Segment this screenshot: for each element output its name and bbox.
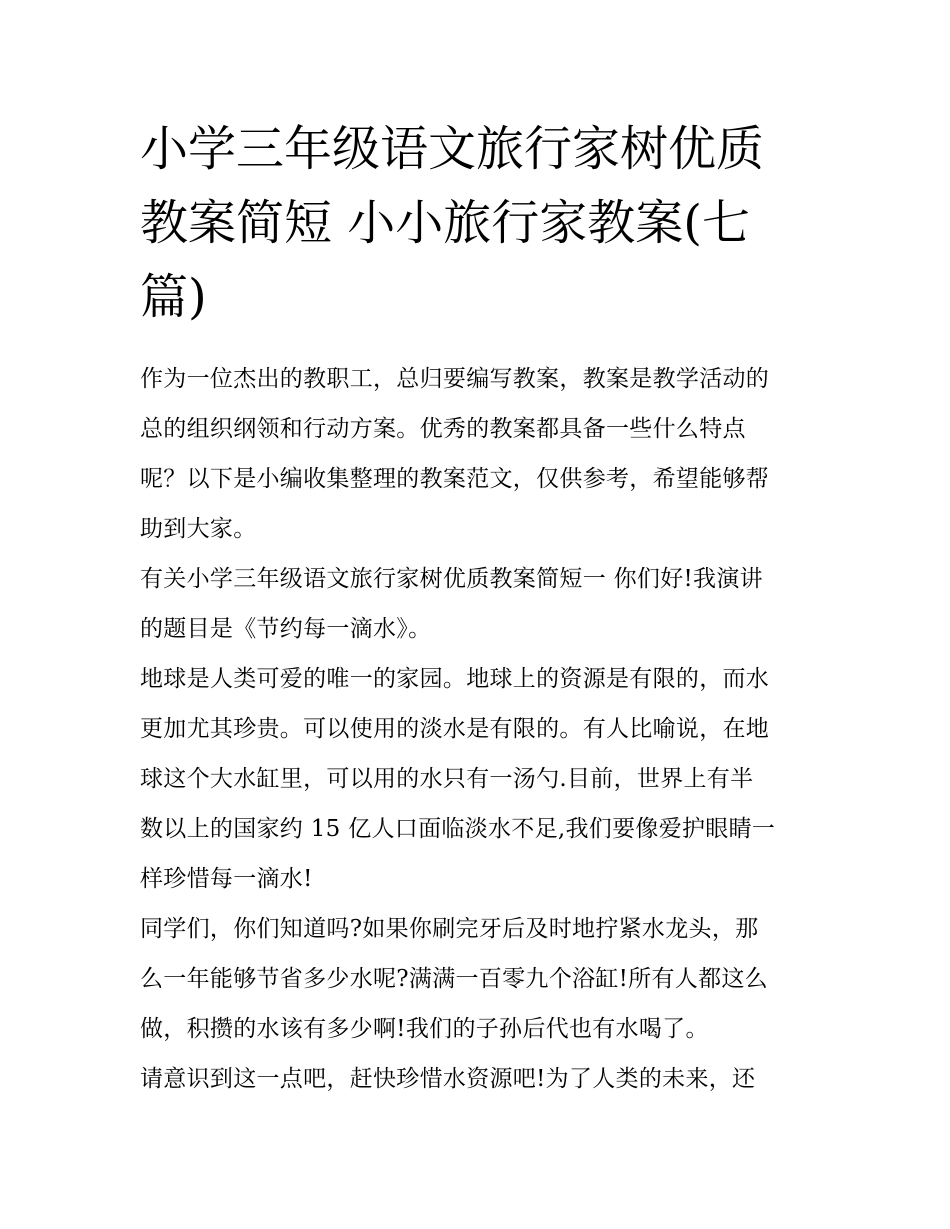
document-body [140,354,830,1104]
text-line: 同学们，你们知道吗?如果你刷完牙后及时地拧紧水龙头，那 [140,916,759,942]
text-line: 更加尤其珍贵。可以使用的淡水是有限的。有人比喻说，在地 [140,716,770,742]
text-line: 样珍惜每一滴水! [140,866,313,892]
text-line: 数以上的国家约 15 亿人口面临淡水不足,我们要像爱护眼睛一 [140,816,776,842]
text-line: 的题目是《节约每一滴水》。 [140,616,432,642]
title-line: 篇) [140,269,207,325]
text-line: 请意识到这一点吧，赶快珍惜水资源吧!为了人类的未来，还 [140,1066,756,1092]
title-line: 小学三年级语文旅行家树优质 [140,121,765,177]
paragraph-classmates [140,904,830,1054]
text-line: 作为一位杰出的教职工，总归要编写教案，教案是教学活动的 [140,366,770,392]
text-line: 做，积攒的水该有多少啊!我们的子孙后代也有水喝了。 [140,1016,709,1042]
paragraph-earth-water [140,654,830,904]
document-title [140,112,830,334]
text-line: 有关小学三年级语文旅行家树优质教案简短一 你们好!我演讲 [140,566,763,592]
text-line: 球这个大水缸里，可以用的水只有一汤勺.目前，世界上有半 [140,766,754,792]
title-line: 教案简短 小小旅行家教案(七 [140,195,750,251]
text-line: 呢？以下是小编收集整理的教案范文，仅供参考，希望能够帮 [140,466,770,492]
paragraph-speech-opening [140,554,830,654]
paragraph-call-to-action [140,1054,830,1104]
text-line: 地球是人类可爱的唯一的家园。地球上的资源是有限的，而水 [140,666,770,692]
text-line: 总的组织纲领和行动方案。优秀的教案都具备一些什么特点 [140,416,746,442]
text-line: 助到大家。 [140,516,257,542]
paragraph-intro [140,354,830,554]
text-line: 么一年能够节省多少水呢?满满一百零九个浴缸!所有人都这么 [140,966,768,992]
